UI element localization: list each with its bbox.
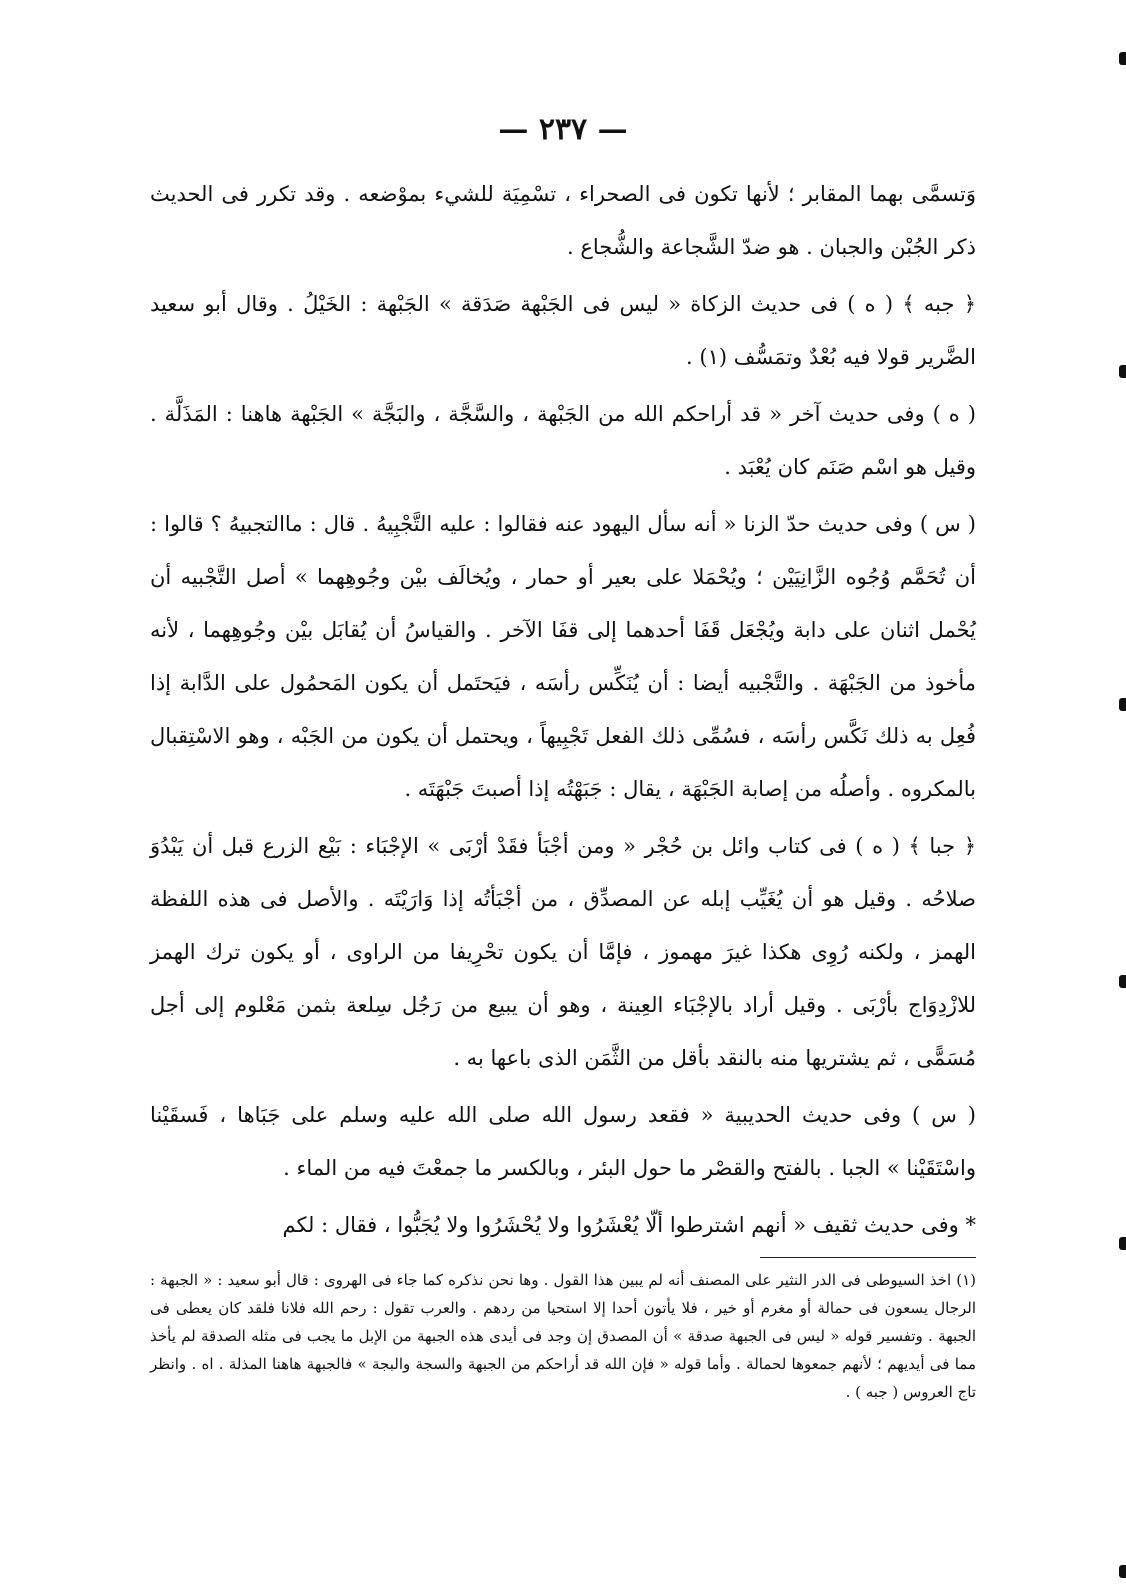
- paragraph-6: ( س ) وفى حديث الحديبية « فقعد رسول الله صلى الله عليه وسلم على جَبَاها ، فَسقَيْنا واسْتَقَيْنا » الجبا . بالفتح والقصْر ما حول البئر ، وبالكسر ما جمعْتَ فيه من الماء .: [150, 1103, 976, 1180]
- paragraph-5: ﴿ جبا ﴾ ( ه ) فى كتاب وائل بن حُجْر « ومن أجْبَأ فقَدْ أرْبَى » الإجْبَاء : بَيْع الزرع قبل أن يَبْدُوَ صلاحُه . وقيل هو أن يُغَيِّب إبله عن المصدِّق ، من أجْبَأتُه إذا وَارَيْتَه . والأصل فى هذه اللفظة الهمز ، ولكنه رُوِى هكذا غيرَ مهموز ، فإمَّا أن يكون تحْرِيفا من الراوى ، أو يكون ترك الهمز للازْدِوَاج بأرْبَى . وقيل أراد بالإجْبَاء العِينة ، وهو أن يبيع من رَجُل سِلعة بثمن مَعْلوم إلى أجل مُسَمًّى ، ثم يشتريها منه بالنقد بأقل من الثَّمَن الذى باعها به .: [150, 834, 976, 1070]
- page-number: — ٢٣٧ —: [498, 112, 628, 147]
- margin-mark: [1119, 975, 1126, 988]
- footnote-block: [150, 1266, 976, 1406]
- main-text: [150, 168, 976, 1252]
- margin-mark: [1119, 698, 1126, 711]
- margin-mark: [1119, 1565, 1126, 1578]
- margin-mark: [1119, 1237, 1126, 1250]
- paragraph-4: ( س ) وفى حديث حدّ الزنا « أنه سأل اليهود عنه فقالوا : عليه التَّجْبِيهُ . قال : ماالتجبيهُ ؟ قالوا : أن تُحَمَّم وُجُوه الزَّانِيَيْن ؛ ويُحْمَلا على بعير أو حمار ، ويُخالَف بيْن وجُوهِهما » أصل التَّجْبيه أن يُحْمل اثنان على دابة ويُجْعَل قَفَا أحدهما إلى قفَا الآخر . والقياسُ أن يُقابَل بيْن وجُوهِهما ، لأنه مأخوذ من الجَبْهَة . والتَّجْبيه أيضا : أن يُنَكِّس رأسَه ، فيَحتَمل أن يكون المَحمُول على الدَّابة إذا فُعِل به ذلك نَكَّس رأسَه ، فسُمِّى ذلك الفعل تَجْبِيهاً ، ويحتمل أن يكون من الجَبْه ، وهو الاسْتِقبال بالمكروه . وأصلُه من إصابة الجَبْهَة ، يقال : جَبَهْتُه إذا أصبتَ جَبْهَتَه .: [150, 512, 976, 801]
- paragraph-7: * وفى حديث ثقيف « أنهم اشترطوا ألّا يُعْشَرُوا ولا يُحْشَرُوا ولا يُجَبُّوا ، فقال : لكم: [282, 1213, 976, 1237]
- paragraph-1: وَتسمَّى بهما المقابر ؛ لأنها تكون فى الصحراء ، تسْمِيَة للشيء بموْضعه . وقد تكرر فى الحديث ذكر الجُبْن والجبان . هو ضدّ الشَّجاعة والشُّجاع .: [150, 182, 976, 259]
- paragraph-2: ﴿ جبه ﴾ ( ه ) فى حديث الزكاة « ليس فى الجَبْهة صَدَقة » الجَبْهة : الخَيْلُ . وقال أبو سعيد الضَّرير قولا فيه بُعْدٌ وتمَسُّف (١) .: [150, 292, 976, 369]
- footnote-divider: [760, 1257, 976, 1258]
- margin-mark: [1119, 365, 1126, 378]
- footnote-1: (١) اخذ السيوطى فى الدر النثير على المصنف أنه لم يبين هذا القول . وها نحن نذكره كما جاء فى الهروى : قال أبو سعيد : « الجبهة : الرجال يسعون فى حمالة أو مغرم أو خير ، فلا يأتون أحدا إلا استحيا من ردهم . والعرب تقول : رحم الله فلانا فلقد كان يعطى فى الجبهة . وتفسير قوله « ليس فى الجبهة صدقة » أن المصدق إن وجد فى أيدى هذه الجبهة من الإبل ما يجب فى مثله الصدقة لم يأخذ مما فى أيديهم ؛ لأنهم جمعوها لحمالة . وأما قوله « فإن الله قد أراحكم من الجبهة والسجة والبجة » فالجبهة هاهنا المذلة . اه . وانظر تاج العروس ( جبه ) .: [150, 1271, 976, 1401]
- margin-mark: [1119, 52, 1126, 65]
- paragraph-3: ( ه ) وفى حديث آخر « قد أراحكم الله من الجَبْهة ، والسَّجَّة ، والبَجَّة » الجَبْهة هاهنا : المَذَلَّة . وقيل هو اسْم صَنَم كان يُعْبَد .: [150, 402, 976, 479]
